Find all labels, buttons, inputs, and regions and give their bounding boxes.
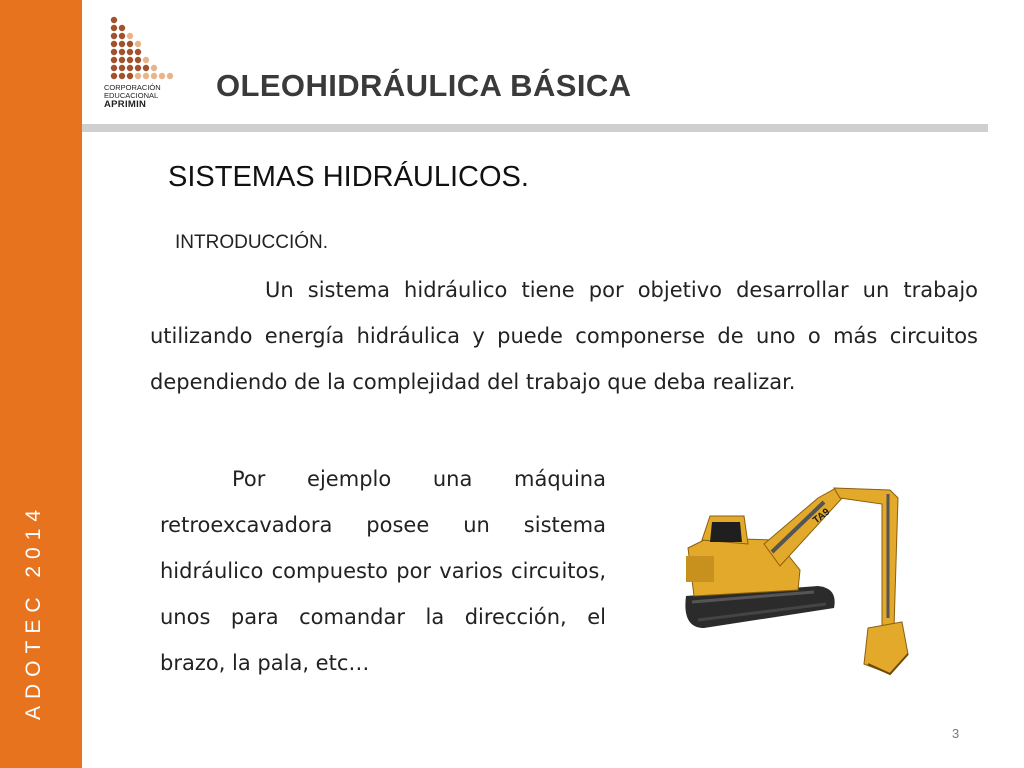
excavator-model-label: TA9 bbox=[811, 506, 833, 527]
excavator-image bbox=[668, 478, 918, 688]
section-subheading: INTRODUCCIÓN. bbox=[175, 232, 329, 253]
logo-line-1: CORPORACIÓN bbox=[104, 83, 161, 92]
logo-line-2: EDUCACIONAL bbox=[104, 91, 159, 100]
logo-text bbox=[104, 84, 180, 109]
page-number: 3 bbox=[952, 726, 960, 741]
section-heading: SISTEMAS HIDRÁULICOS. bbox=[168, 161, 529, 193]
logo-line-3: APRIMIN bbox=[104, 99, 147, 110]
intro-paragraph: Un sistema hidráulico tiene por objetivo desarrollar un trabajo utilizando energía hidráulica y puede componerse de uno o más circuitos dependiendo de la complejidad del trabajo que deba realizar. bbox=[150, 278, 978, 394]
example-paragraph: Por ejemplo una máquina retroexcavadora posee un sistema hidráulico compuesto por varios circuitos, unos para comandar la dirección, el brazo, la pala, etc… bbox=[160, 467, 606, 675]
title-divider bbox=[82, 124, 988, 132]
vertical-label: ADOTEC 2014 bbox=[22, 502, 45, 720]
slide-title: OLEOHIDRÁULICA BÁSICA bbox=[216, 68, 632, 103]
